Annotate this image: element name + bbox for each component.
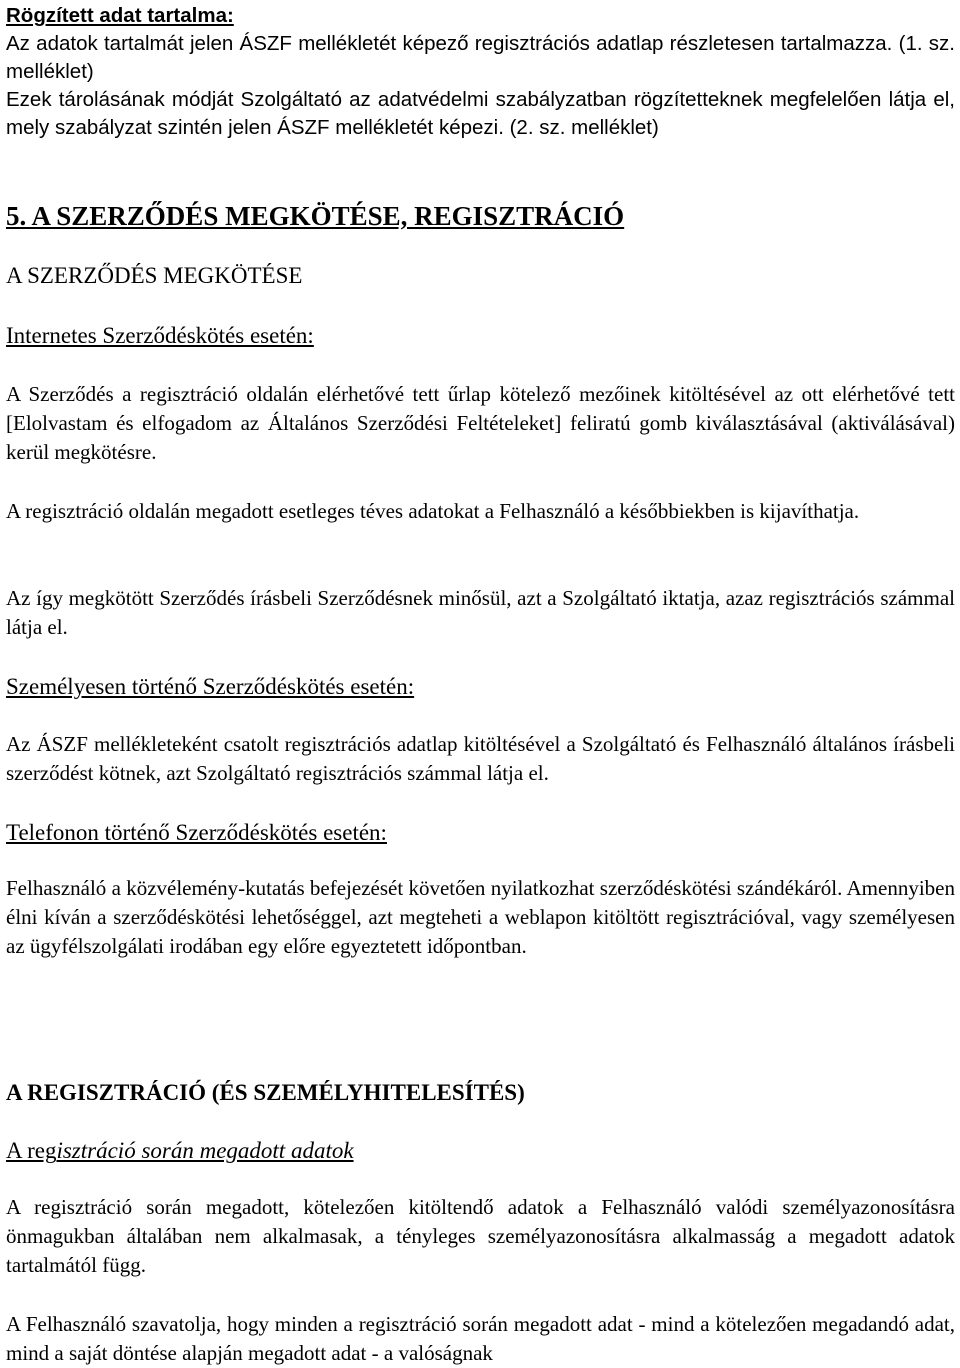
phone-contract-para: Felhasználó a közvélemény-kutatás befejezését követően nyilatkozhat szerződéskötési szándékáról. Amennyiben élni kíván a szerződéskötési lehetőséggel, azt megteheti a weblapon kitöltött regisztrációval, vagy személyesen az ügyfélszolgálati irodában egy előre egyeztetett időpontban. xyxy=(6,876,955,958)
registration-para-2: A Felhasználó szavatolja, hogy minden a regisztráció során megadott adat - mind a kötelezően megadandó adat, mind a saját döntése alapján megadott adat - a valóságnak xyxy=(6,1312,955,1365)
personal-contract-heading: Személyesen történő Szerződéskötés esetén: xyxy=(6,674,415,699)
registration-data-heading xyxy=(6,1136,955,1166)
internet-contract-heading: Internetes Szerződéskötés esetén: xyxy=(6,323,314,348)
internet-contract-para-3: Az így megkötött Szerződés írásbeli Szerződésnek minősül, azt a Szolgáltató iktatja, azaz regisztrációs számmal látja el. xyxy=(6,586,955,639)
registration-para-1: A regisztráció során megadott, kötelezően kitöltendő adatok a Felhasználó valódi személyazonosításra önmagukban általában nem alkalmasak, a tényleges személyazonosításra alkalmasság a megadott adatok tartalmától függ. xyxy=(6,1195,955,1277)
personal-contract-para: Az ÁSZF mellékleteként csatolt regisztrációs adatlap kitöltésével a Szolgáltató és Felhasználó általános írásbeli szerződést kötnek, azt Szolgáltató regisztrációs számmal látja el. xyxy=(6,732,955,785)
registration-data-heading-italic: isztráció során megadott adatok xyxy=(56,1138,354,1163)
internet-contract-para-2: A regisztráció oldalán megadott esetleges téves adatokat a Felhasználó a későbbiekben is kijavíthatja. xyxy=(6,499,860,523)
recorded-content-heading: Rögzített adat tartalma: xyxy=(6,4,234,27)
registration-data-heading-plain: A reg xyxy=(6,1138,57,1163)
contract-conclusion-heading: A SZERZŐDÉS MEGKÖTÉSE xyxy=(6,263,303,288)
section-5-title: 5. A SZERZŐDÉS MEGKÖTÉSE, REGISZTRÁCIÓ xyxy=(6,201,625,231)
recorded-content-text-2: Ezek tárolásának módját Szolgáltató az adatvédelmi szabályzatban rögzítetteknek megfelelően látja el, mely szabályzat szintén jelen ÁSZF mellékletét képezi. (2. sz. melléklet) xyxy=(6,88,955,139)
internet-contract-para-1: A Szerződés a regisztráció oldalán elérhetővé tett űrlap kötelező mezőinek kitöltésével az ott elérhetővé tett [Elolvastam és elfogadom az Általános Szerződési Feltételeket] feliratú gomb kiválasztásával (aktiválásával) kerül megkötésre. xyxy=(6,382,955,464)
registration-heading: A REGISZTRÁCIÓ (ÉS SZEMÉLYHITELESÍTÉS) xyxy=(6,1080,525,1105)
recorded-content-text-1: Az adatok tartalmát jelen ÁSZF mellékletét képező regisztrációs adatlap részletesen tartalmazza. (1. sz. melléklet) xyxy=(6,32,955,83)
phone-contract-heading: Telefonon történő Szerződéskötés esetén: xyxy=(6,820,387,845)
